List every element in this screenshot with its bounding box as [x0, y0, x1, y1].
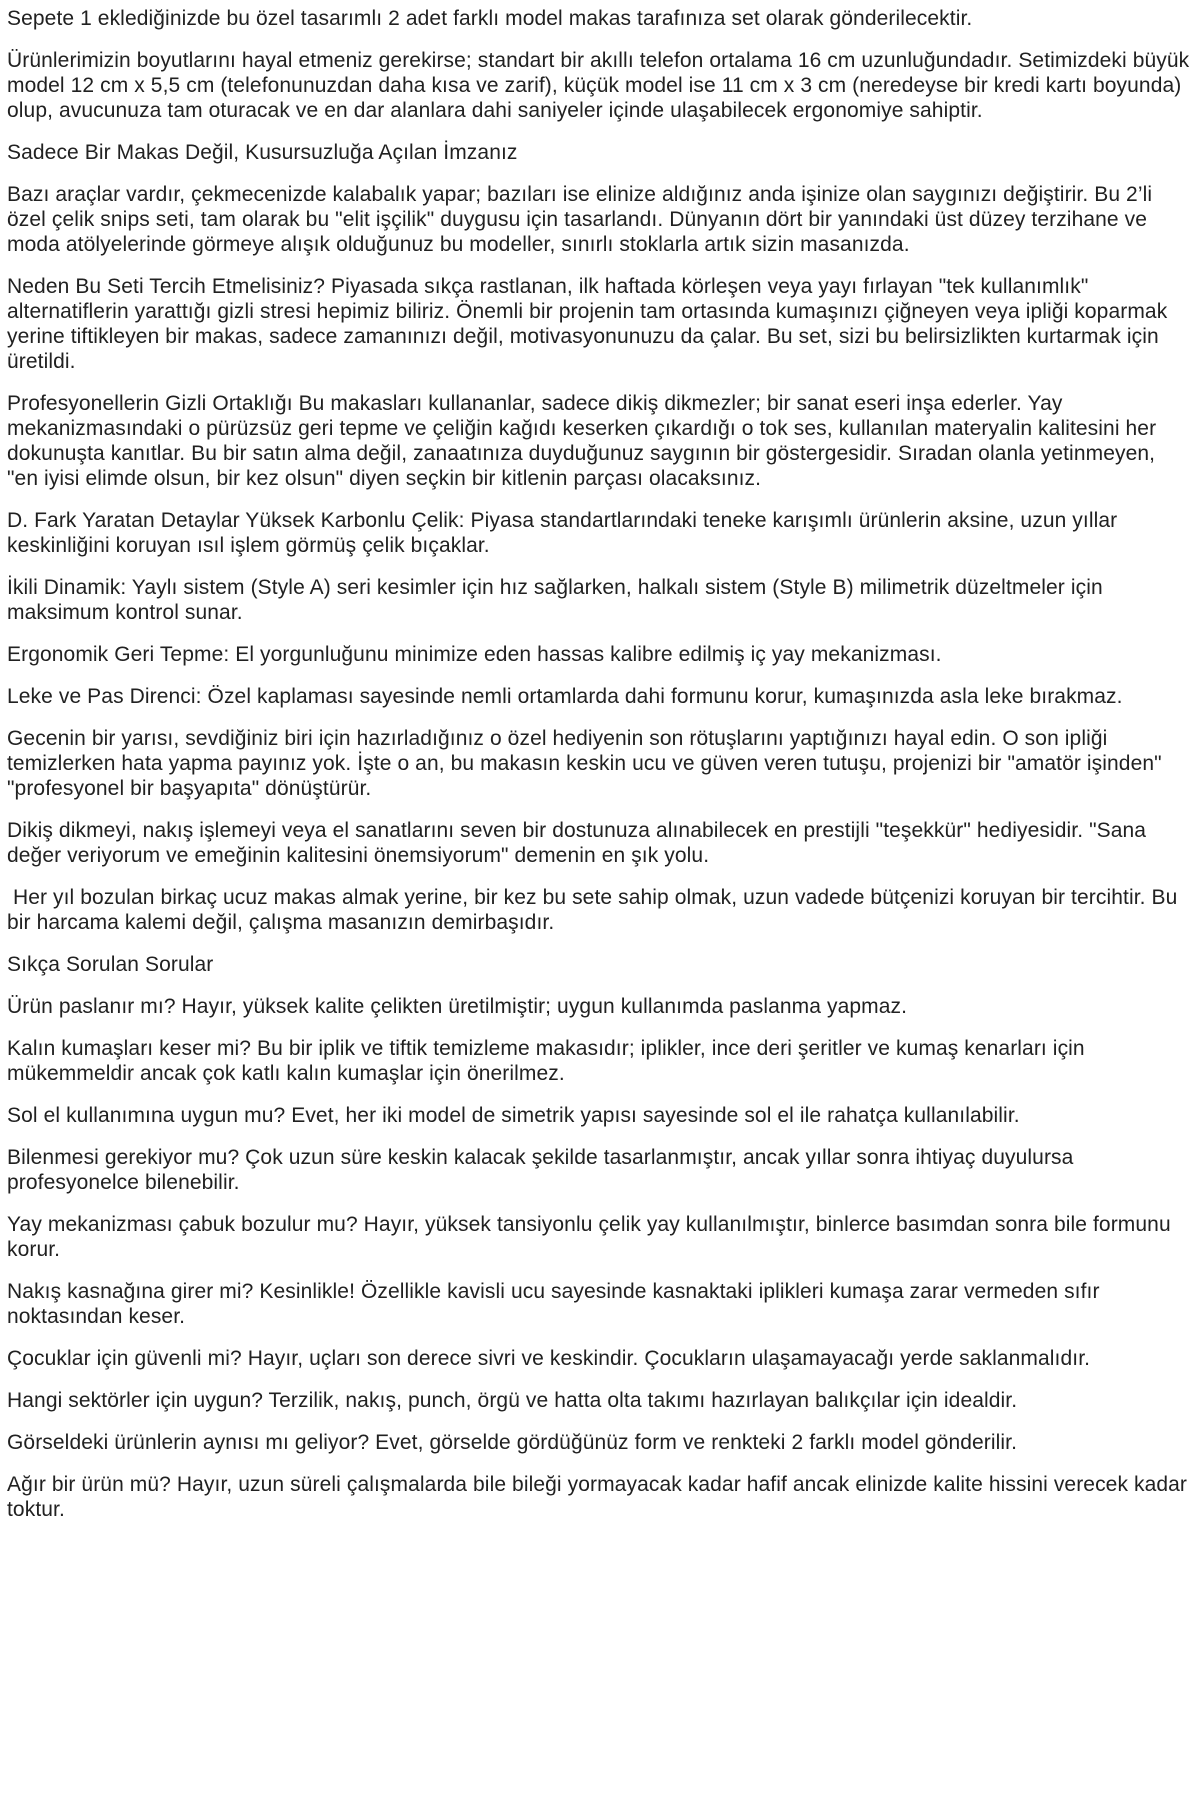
- paragraph: Hangi sektörler için uygun? Terzilik, nakış, punch, örgü ve hatta olta takımı hazırlayan balıkçılar için idealdir.: [7, 1389, 1018, 1412]
- paragraph: Çocuklar için güvenli mi? Hayır, uçları son derece sivri ve keskindir. Çocukların ulaşamayacağı yerde saklanmalıdır.: [7, 1347, 1091, 1370]
- paragraph: Sadece Bir Makas Değil, Kusursuzluğa Açılan İmzanız: [7, 141, 518, 164]
- paragraph: Sol el kullanımına uygun mu? Evet, her iki model de simetrik yapısı sayesinde sol el ile rahatça kullanılabilir.: [7, 1104, 1020, 1127]
- paragraph: Ağır bir ürün mü? Hayır, uzun süreli çalışmalarda bile bileği yormayacak kadar hafif ancak elinizde kalite hissini verecek kadar toktur.: [7, 1473, 1193, 1521]
- paragraph: Neden Bu Seti Tercih Etmelisiniz? Piyasada sıkça rastlanan, ilk haftada körleşen veya yayı fırlayan "tek kullanımlık" alternatiflerin yarattığı gizli stresi hepimiz biliriz. Önemli bir projenin tam ortasında kumaşınızı çiğneyen veya ipliği koparmak yerine tiftikleyen bir makas, sadece zamanınızı değil, motivasyonunuzu da çalar. Bu set, sizi bu belirsizlikten kurtarmak için üretildi.: [7, 275, 1174, 373]
- paragraph: Bilenmesi gerekiyor mu? Çok uzun süre keskin kalacak şekilde tasarlanmıştır, ancak yıllar sonra ihtiyaç duyulursa profesyonelce bilenebilir.: [7, 1146, 1080, 1194]
- paragraph: Ürün paslanır mı? Hayır, yüksek kalite çelikten üretilmiştir; uygun kullanımda paslanma yapmaz.: [7, 995, 908, 1018]
- paragraph: Ergonomik Geri Tepme: El yorgunluğunu minimize eden hassas kalibre edilmiş iç yay mekanizması.: [7, 643, 942, 666]
- paragraph: Nakış kasnağına girer mi? Kesinlikle! Özellikle kavisli ucu sayesinde kasnaktaki iplikleri kumaşa zarar vermeden sıfır noktasından keser.: [7, 1280, 1106, 1328]
- paragraph: Görseldeki ürünlerin aynısı mı geliyor? Evet, görselde gördüğünüz form ve renkteki 2 farklı model gönderilir.: [7, 1431, 1018, 1454]
- paragraph: Her yıl bozulan birkaç ucuz makas almak yerine, bir kez bu sete sahip olmak, uzun vadede bütçenizi koruyan bir tercihtir. Bu bir harcama kalemi değil, çalışma masanızın demirbaşıdır.: [7, 886, 1184, 934]
- paragraph: Leke ve Pas Direnci: Özel kaplaması sayesinde nemli ortamlarda dahi formunu korur, kumaşınızda asla leke bırakmaz.: [7, 685, 1123, 708]
- paragraph: İkili Dinamik: Yaylı sistem (Style A) seri kesimler için hız sağlarken, halkalı sistem (Style B) milimetrik düzeltmeler için maksimum kontrol sunar.: [7, 576, 1109, 624]
- paragraph: Ürünlerimizin boyutlarını hayal etmeniz gerekirse; standart bir akıllı telefon ortalama 16 cm uzunluğundadır. Setimizdeki büyük model 12 cm x 5,5 cm (telefonunuzdan daha kısa ve zarif), küçük model ise 11 cm x 3 cm (neredeyse bir kredi kartı boyunda) olup, avucunuza tam oturacak ve en dar alanlara dahi saniyeler içinde ulaşabilecek ergonomiye sahiptir.: [7, 49, 1196, 122]
- paragraph: Profesyonellerin Gizli Ortaklığı Bu makasları kullananlar, sadece dikiş dikmezler; bir sanat eseri inşa ederler. Yay mekanizmasındaki o pürüzsüz geri tepme ve çeliğin kağıdı keserken çıkardığı o tok ses, kullanılan materyalin kalitesini her dokunuşta kanıtlar. Bu bir satın alma değil, zanaatınıza duyduğunuz saygının bir göstergesidir. Sıradan olanla yetinmeyen, "en iyisi elimde olsun, bir kez olsun" diyen seçkin bir kitlenin parçası olacaksınız.: [7, 392, 1163, 490]
- paragraph: Yay mekanizması çabuk bozulur mu? Hayır, yüksek tansiyonlu çelik yay kullanılmıştır, binlerce basımdan sonra bile formunu korur.: [7, 1213, 1177, 1261]
- paragraph: D. Fark Yaratan Detaylar Yüksek Karbonlu Çelik: Piyasa standartlarındaki teneke karışımlı ürünlerin aksine, uzun yıllar keskinliğini koruyan ısıl işlem görmüş çelik bıçaklar.: [7, 509, 1124, 557]
- paragraph: Dikiş dikmeyi, nakış işlemeyi veya el sanatlarını seven bir dostunuza alınabilecek en prestijli "teşekkür" hediyesidir. "Sana değer veriyorum ve emeğinin kalitesini önemsiyorum" demenin en şık yolu.: [7, 819, 1153, 867]
- paragraph: Sepete 1 eklediğinizde bu özel tasarımlı 2 adet farklı model makas tarafınıza set olarak gönderilecektir.: [7, 7, 973, 30]
- paragraph: Kalın kumaşları keser mi? Bu bir iplik ve tiftik temizleme makasıdır; iplikler, ince deri şeritler ve kumaş kenarları için mükemmeldir ancak çok katlı kalın kumaşlar için önerilmez.: [7, 1037, 1091, 1085]
- paragraph: Sıkça Sorulan Sorular: [7, 953, 214, 976]
- paragraph: Gecenin bir yarısı, sevdiğiniz biri için hazırladığınız o özel hediyenin son rötuşlarını yaptığınızı hayal edin. O son ipliği temizlerken hata yapma payınız yok. İşte o an, bu makasın keskin ucu ve güven veren tutuşu, projenizi bir "amatör işinden" "profesyonel bir başyapıta" dönüştürür.: [7, 727, 1168, 800]
- paragraph: Bazı araçlar vardır, çekmecenizde kalabalık yapar; bazıları ise elinize aldığınız anda işinize olan saygınızı değiştirir. Bu 2’li özel çelik snips seti, tam olarak bu "elit işçilik" duygusu için tasarlandı. Dünyanın dört bir yanındaki üst düzey terzihane ve moda atölyelerinde görmeye alışık olduğunuz bu modeller, sınırlı stoklarla artık sizin masanızda.: [7, 183, 1159, 256]
